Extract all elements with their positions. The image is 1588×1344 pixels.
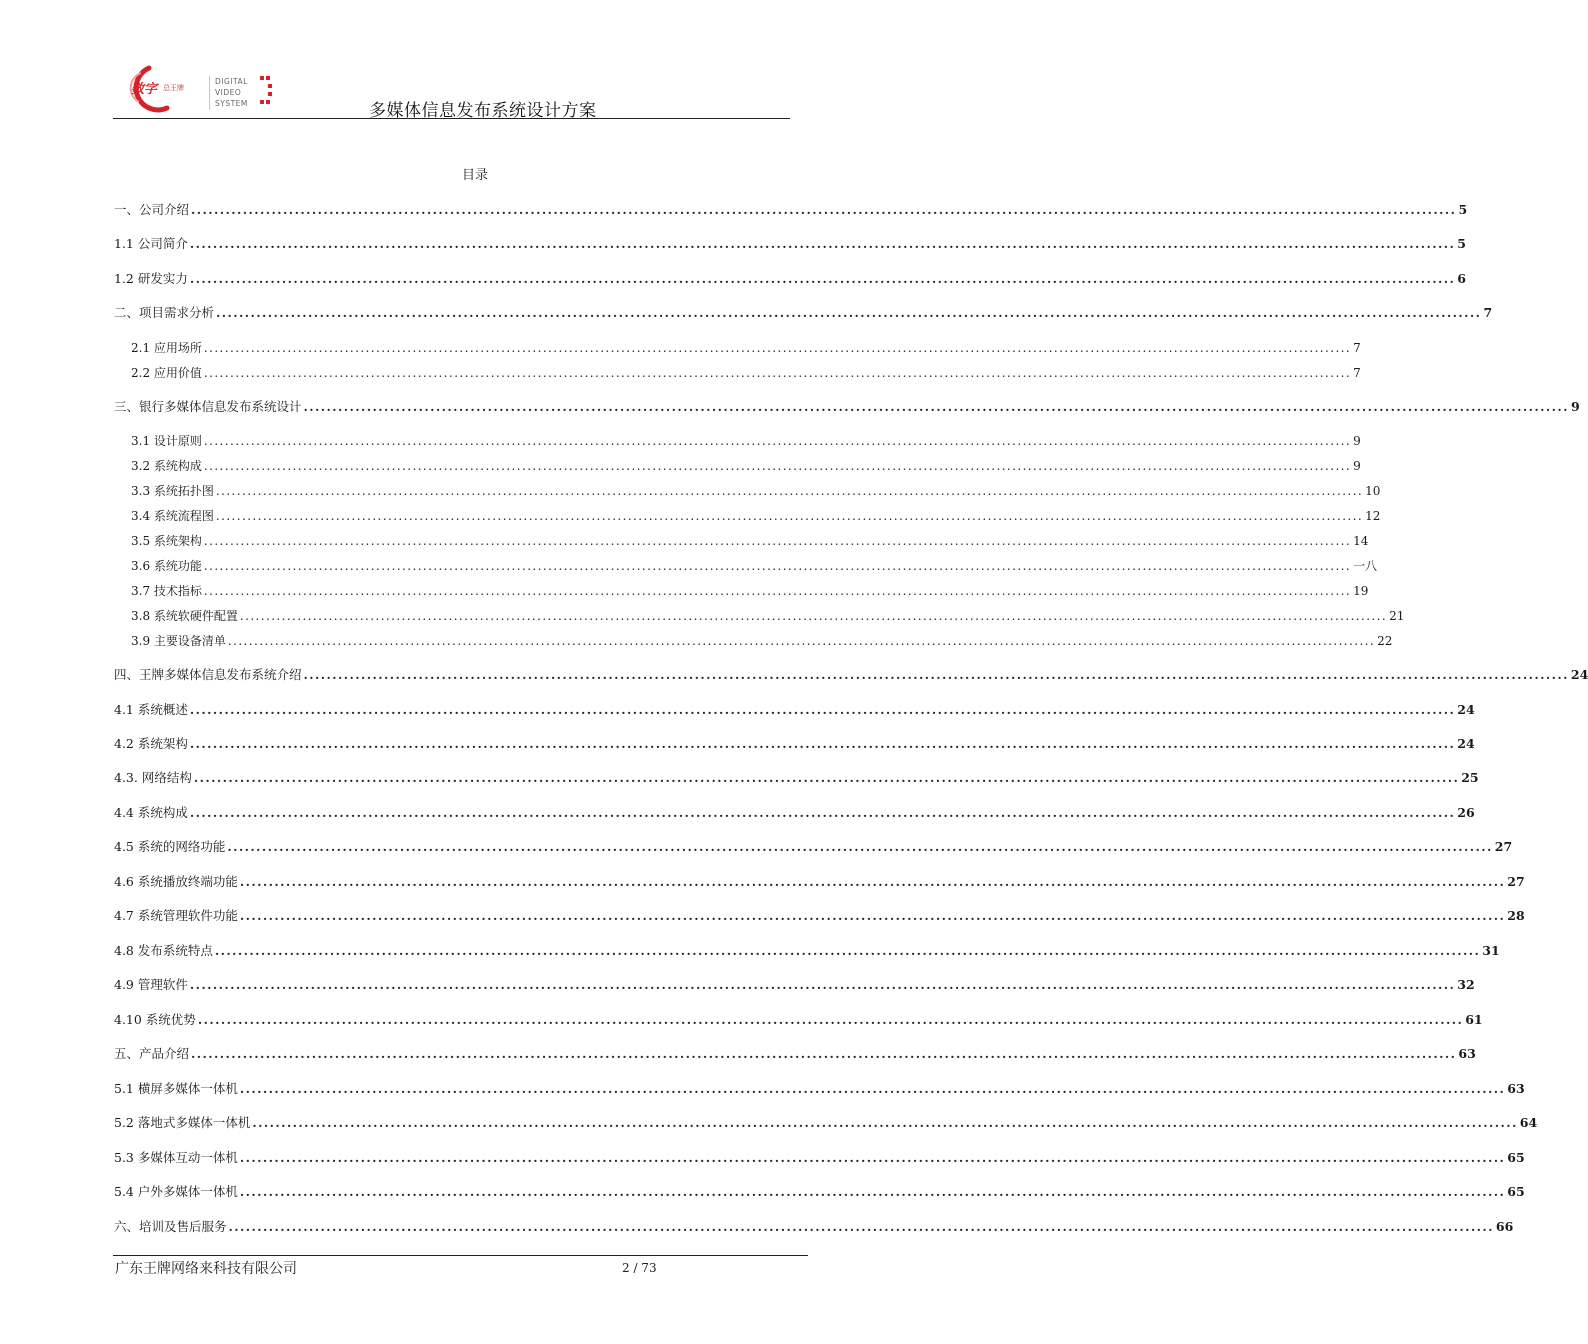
toc-entry[interactable] — [114, 305, 1493, 321]
toc-entry-text: 3.3 系统拓扑图 — [131, 484, 214, 498]
toc-entry-number: 二、 — [114, 305, 140, 320]
toc-entry-page: 14 — [1353, 534, 1369, 548]
toc-entry-page: 6 — [1457, 271, 1466, 286]
toc-leader-dots: ............................................................................................................................................................................................................................ — [189, 736, 1456, 751]
toc-leader-dots: ............................................................................................................................................................................................................................ — [191, 1046, 1457, 1061]
toc-leader-dots: ............................................................................................................................................................................................................................ — [203, 584, 1352, 598]
toc-entry[interactable] — [114, 1184, 1525, 1200]
toc-entry-text: 3.4 系统流程图 — [131, 509, 214, 523]
toc-entry[interactable] — [131, 558, 1378, 574]
toc-entry-text: 4.7 系统管理软件功能 — [114, 908, 238, 923]
toc-entry-page: 7 — [1353, 366, 1361, 380]
toc-entry[interactable] — [131, 458, 1361, 474]
toc-entry[interactable] — [114, 271, 1466, 287]
toc-entry[interactable] — [131, 608, 1405, 624]
toc-entry-text: 4.8 发布系统特点 — [114, 943, 213, 958]
toc-leader-dots: ............................................................................................................................................................................................................................ — [252, 1115, 1518, 1130]
toc-leader-dots: ............................................................................................................................................................................................................................ — [215, 484, 1364, 498]
toc-leader-dots: ............................................................................................................................................................................................................................ — [227, 634, 1376, 648]
toc-entry[interactable] — [114, 202, 1468, 218]
toc-leader-dots: ............................................................................................................................................................................................................................ — [203, 534, 1352, 548]
toc-leader-dots: ............................................................................................................................................................................................................................ — [193, 770, 1460, 785]
toc-entry-text: 4.5 系统的网络功能 — [114, 839, 226, 854]
footer-rule — [113, 1255, 808, 1256]
logo-wordmark — [215, 76, 248, 109]
toc-entry-page: 7 — [1353, 341, 1361, 355]
toc-leader-dots: ............................................................................................................................................................................................................................ — [239, 908, 1506, 923]
toc-entry-page: 31 — [1482, 943, 1500, 958]
toc-leader-dots: ............................................................................................................................................................................................................................ — [189, 702, 1456, 717]
header-rule — [113, 118, 790, 119]
toc-leader-dots: ............................................................................................................................................................................................................................ — [203, 434, 1352, 448]
toc-title: 目录 — [461, 168, 488, 183]
logo-line-video: VIDEO — [215, 88, 242, 97]
toc-leader-dots: ............................................................................................................................................................................................................................ — [239, 609, 1388, 623]
toc-entry-text: 3.9 主要设备清单 — [131, 634, 226, 648]
toc-entry[interactable] — [114, 977, 1475, 993]
toc-leader-dots: ............................................................................................................................................................................................................................ — [203, 366, 1352, 380]
logo-brand-cn-small: 总王牌 — [163, 84, 184, 92]
toc-entry-page: 5 — [1457, 236, 1466, 251]
document-title: 多媒体信息发布系统设计方案 — [369, 101, 597, 121]
toc-entry-page: 10 — [1365, 484, 1381, 498]
toc-entry[interactable] — [114, 1012, 1483, 1028]
toc-entry-page: 64 — [1519, 1115, 1538, 1130]
toc-leader-dots: ............................................................................................................................................................................................................................ — [203, 341, 1352, 355]
footer-page-indicator: 2 / 73 — [622, 1261, 657, 1275]
toc-entry-page: 7 — [1483, 305, 1493, 320]
toc-entry-page: 22 — [1377, 634, 1393, 648]
toc-entry-page: 65 — [1507, 1150, 1525, 1165]
toc-entry-page: 26 — [1457, 805, 1475, 820]
toc-entry[interactable] — [131, 633, 1393, 649]
toc-entry-page: 63 — [1507, 1081, 1525, 1096]
toc-entry-page: 一八 — [1353, 559, 1378, 573]
footer-company: 广东王牌网络来科技有限公司 — [115, 1261, 297, 1277]
toc-leader-dots: ............................................................................................................................................................................................................................ — [189, 977, 1456, 992]
toc-entry-page: 63 — [1458, 1046, 1476, 1061]
toc-entry[interactable] — [114, 874, 1525, 890]
logo-line-digital: DIGITAL — [215, 77, 248, 86]
toc-entry[interactable] — [114, 736, 1475, 752]
toc-leader-dots: ............................................................................................................................................................................................................................ — [197, 1012, 1464, 1027]
toc-entry[interactable] — [131, 483, 1381, 499]
toc-entry-text: 四、王牌多媒体信息发布系统介绍 — [114, 667, 302, 682]
toc-leader-dots: ............................................................................................................................................................................................................................ — [227, 839, 1493, 854]
toc-leader-dots: ............................................................................................................................................................................................................................ — [303, 667, 1569, 682]
toc-entry[interactable] — [114, 1046, 1476, 1062]
toc-entry-text: 4.4 系统构成 — [114, 805, 188, 820]
toc-entry-page: 24 — [1457, 736, 1475, 751]
toc-entry-text: 4.2 系统架构 — [114, 736, 188, 751]
toc-entry-text: 银行多媒体信息发布系统设计 — [139, 399, 302, 414]
toc-leader-dots: ............................................................................................................................................................................................................................ — [215, 509, 1364, 523]
toc-entry[interactable] — [114, 839, 1513, 855]
toc-entry-page: 66 — [1495, 1219, 1514, 1234]
toc-entry[interactable] — [114, 1150, 1525, 1166]
toc-entry[interactable] — [131, 533, 1369, 549]
toc-entry-text: 4.6 系统播放终端功能 — [114, 874, 238, 889]
toc-entry-page: 19 — [1353, 584, 1369, 598]
toc-leader-dots: ............................................................................................................................................................................................................................ — [189, 236, 1456, 251]
logo-dots-icon — [259, 76, 273, 110]
toc-leader-dots: ............................................................................................................................................................................................................................ — [239, 1150, 1506, 1165]
toc-entry[interactable] — [114, 1081, 1525, 1097]
toc-entry-text: 1.1 公司简介 — [114, 236, 188, 251]
toc-entry-number: 三、 — [114, 399, 140, 414]
toc-entry-page: 21 — [1389, 609, 1405, 623]
logo-brand-cn: 数字 — [131, 82, 158, 97]
toc-entry-page: 24 — [1457, 702, 1475, 717]
toc-entry-page: 27 — [1507, 874, 1525, 889]
toc-entry-text: 5.3 多媒体互动一体机 — [114, 1150, 238, 1165]
toc-entry-text: 5.1 横屏多媒体一体机 — [114, 1081, 238, 1096]
toc-entry-text: 六、培训及售后服务 — [114, 1219, 227, 1234]
toc-entry-page: 25 — [1461, 770, 1479, 785]
page-header — [113, 64, 790, 119]
toc-leader-dots: ............................................................................................................................................................................................................................ — [239, 1081, 1506, 1096]
toc-entry-text: 公司介绍 — [139, 202, 190, 217]
toc-entry[interactable] — [114, 236, 1466, 252]
toc-entry-text: 2.2 应用价值 — [131, 366, 202, 380]
toc-entry[interactable] — [114, 943, 1500, 959]
toc-entry-text: 3.1 设计原则 — [131, 434, 202, 448]
toc-entry[interactable] — [114, 399, 1580, 415]
toc-entry-page: 24 — [1570, 667, 1588, 682]
toc-entry[interactable] — [131, 583, 1369, 599]
toc-entry-page: 9 — [1570, 399, 1580, 414]
toc-entry[interactable] — [131, 508, 1381, 524]
toc-entry-text: 4.1 系统概述 — [114, 702, 188, 717]
toc-leader-dots: ............................................................................................................................................................................................................................ — [216, 305, 1482, 320]
toc-leader-dots: ............................................................................................................................................................................................................................ — [239, 1184, 1506, 1199]
toc-entry-text: 2.1 应用场所 — [131, 341, 202, 355]
toc-leader-dots: ............................................................................................................................................................................................................................ — [228, 1219, 1494, 1234]
toc-entry-text: 1.2 研发实力 — [114, 271, 188, 286]
toc-entry-text: 五、产品介绍 — [114, 1046, 190, 1061]
toc-entry-text: 3.6 系统功能 — [131, 559, 202, 573]
toc-entry-text: 3.2 系统构成 — [131, 459, 202, 473]
toc-leader-dots: ............................................................................................................................................................................................................................ — [214, 943, 1481, 958]
toc-entry-page: 32 — [1457, 977, 1475, 992]
toc-entry-number: 一、 — [114, 202, 140, 217]
toc-entry[interactable] — [114, 805, 1475, 821]
toc-leader-dots: ............................................................................................................................................................................................................................ — [189, 271, 1456, 286]
toc-leader-dots: ............................................................................................................................................................................................................................ — [203, 559, 1352, 573]
toc-entry[interactable] — [114, 702, 1475, 718]
toc-entry-text: 3.7 技术指标 — [131, 584, 202, 598]
company-logo — [119, 64, 289, 114]
toc-entry[interactable] — [114, 908, 1525, 924]
logo-divider — [209, 76, 210, 110]
toc-entry-text: 4.3. 网络结构 — [114, 770, 192, 785]
toc-leader-dots: ............................................................................................................................................................................................................................ — [239, 874, 1506, 889]
toc-entry-text: 4.10 系统优势 — [114, 1012, 196, 1027]
toc-leader-dots: ............................................................................................................................................................................................................................ — [189, 805, 1456, 820]
toc-entry-text: 5.4 户外多媒体一体机 — [114, 1184, 238, 1199]
toc-leader-dots: ............................................................................................................................................................................................................................ — [191, 202, 1457, 217]
toc-entry-page: 65 — [1507, 1184, 1525, 1199]
toc-entry-page: 9 — [1353, 434, 1361, 448]
toc-leader-dots: ............................................................................................................................................................................................................................ — [303, 399, 1569, 414]
toc-entry-page: 9 — [1353, 459, 1361, 473]
toc-entry-text: 3.5 系统架构 — [131, 534, 202, 548]
toc-entry-page: 5 — [1458, 202, 1468, 217]
toc-entry-page: 27 — [1494, 839, 1513, 854]
toc-entry-page: 28 — [1507, 908, 1525, 923]
toc-entry[interactable] — [114, 770, 1479, 786]
toc-entry-page: 12 — [1365, 509, 1381, 523]
toc-entry[interactable] — [131, 340, 1361, 356]
toc-entry-text: 3.8 系统软硬件配置 — [131, 609, 238, 623]
toc-entry[interactable] — [114, 667, 1588, 683]
toc-entry[interactable] — [131, 433, 1361, 449]
toc-entry[interactable] — [131, 365, 1361, 381]
toc-entry-page: 61 — [1465, 1012, 1483, 1027]
toc-entry[interactable] — [114, 1219, 1514, 1235]
toc-entry-text: 项目需求分析 — [139, 305, 215, 320]
logo-line-system: SYSTEM — [215, 99, 248, 108]
toc-entry[interactable] — [114, 1115, 1538, 1131]
toc-entry-text: 4.9 管理软件 — [114, 977, 188, 992]
toc-entry-text: 5.2 落地式多媒体一体机 — [114, 1115, 251, 1130]
toc-leader-dots: ............................................................................................................................................................................................................................ — [203, 459, 1352, 473]
